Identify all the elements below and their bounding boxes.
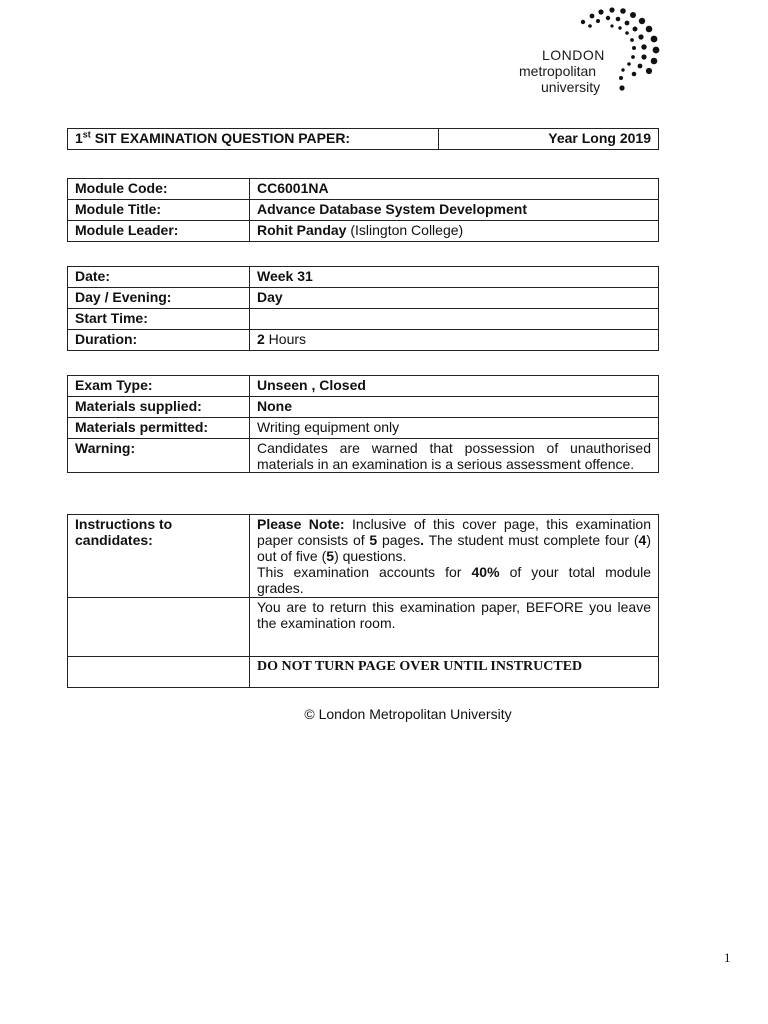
logo-text-university: university (541, 79, 601, 95)
instructions-table (67, 514, 659, 688)
exam-table (67, 375, 659, 473)
schedule-table (67, 266, 659, 351)
date-value: Week 31 (250, 267, 659, 288)
module-table (67, 178, 659, 242)
warning-label: Warning: (68, 439, 250, 473)
table-row (68, 376, 659, 397)
start-time-value (250, 309, 659, 330)
paper-title: 1st SIT EXAMINATION QUESTION PAPER: (68, 129, 439, 150)
start-time-label: Start Time: (68, 309, 250, 330)
module-leader-value: Rohit Panday (Islington College) (250, 221, 659, 242)
table-row (68, 598, 659, 657)
table-row (68, 179, 659, 200)
module-code-label: Module Code: (68, 179, 250, 200)
logo-text-london: LONDON (542, 47, 605, 63)
materials-permitted-value: Writing equipment only (250, 418, 659, 439)
day-evening-value: Day (250, 288, 659, 309)
instructions-empty-cell (68, 598, 250, 657)
logo-text-metropolitan: metropolitan (519, 63, 597, 79)
instructions-label: Instructions to candidates: (68, 515, 250, 598)
table-row (68, 515, 659, 598)
table-row (68, 397, 659, 418)
instructions-empty-cell-2 (68, 657, 250, 688)
table-row (68, 309, 659, 330)
do-not-turn-notice: DO NOT TURN PAGE OVER UNTIL INSTRUCTED (250, 657, 659, 688)
table-row (68, 439, 659, 473)
table-row (68, 200, 659, 221)
materials-supplied-value: None (250, 397, 659, 418)
header-table (67, 128, 659, 150)
duration-label: Duration: (68, 330, 250, 351)
table-row (68, 288, 659, 309)
module-title-value: Advance Database System Development (250, 200, 659, 221)
module-leader-label: Module Leader: (68, 221, 250, 242)
university-logo (516, 6, 666, 96)
date-label: Date: (68, 267, 250, 288)
materials-permitted-label: Materials permitted: (68, 418, 250, 439)
table-row (68, 330, 659, 351)
day-evening-label: Day / Evening: (68, 288, 250, 309)
page-number: 1 (724, 950, 731, 965)
return-paper-note: You are to return this examination paper, BEFORE you leave the examination room. (250, 598, 659, 657)
paper-year: Year Long 2019 (439, 129, 659, 150)
table-row (68, 418, 659, 439)
table-row (68, 221, 659, 242)
warning-value: Candidates are warned that possession of unauthorised materials in an examination is a serious assessment offence. (250, 439, 659, 473)
module-title-label: Module Title: (68, 200, 250, 221)
instructions-note: Please Note: Inclusive of this cover page, this examination paper consists of 5 pages. The student must complete four (4) out of five (5) questions. This examination accounts for 40% of your total module grades. (250, 515, 659, 598)
materials-supplied-label: Materials supplied: (68, 397, 250, 418)
table-row (68, 657, 659, 688)
module-code-value: CC6001NA (250, 179, 659, 200)
exam-type-label: Exam Type: (68, 376, 250, 397)
table-row (68, 267, 659, 288)
copyright-notice: © London Metropolitan University (304, 706, 512, 722)
duration-value: 2 Hours (250, 330, 659, 351)
exam-type-value: Unseen , Closed (250, 376, 659, 397)
